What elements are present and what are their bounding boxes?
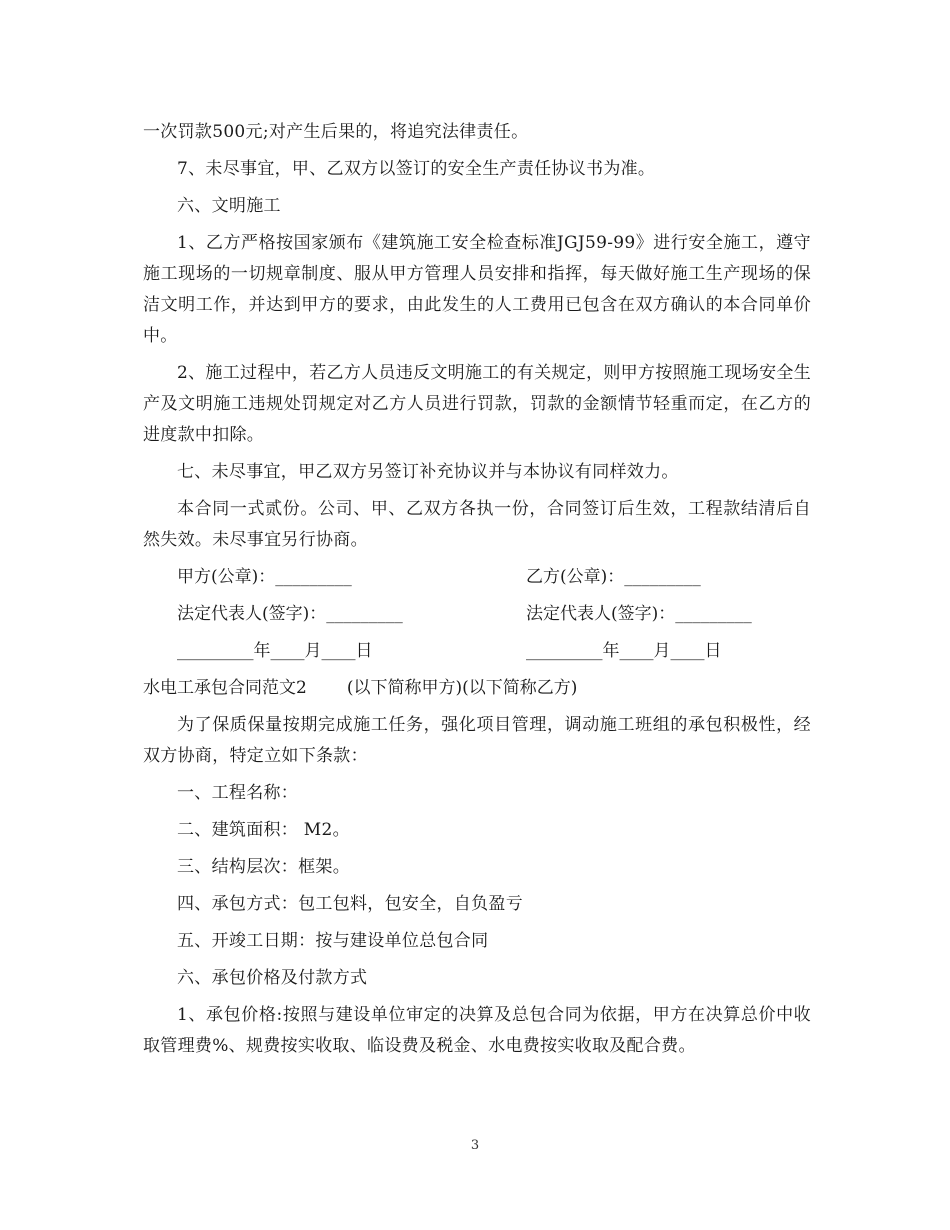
section-heading: 四、承包方式：包工包料，包安全，自负盈亏	[177, 894, 523, 914]
section-heading: 六、文明施工	[177, 196, 281, 216]
party-b-date: _________年____月____日	[526, 641, 722, 661]
party-a-seal: 甲方(公章)：_________	[177, 567, 352, 587]
section-heading: 六、承包价格及付款方式	[177, 968, 368, 988]
party-b-representative: 法定代表人(签字)：_________	[526, 604, 752, 624]
paragraph: 7、未尽事宜，甲、乙双方以签订的安全生产责任协议书为准。	[177, 159, 656, 179]
paragraph: 本合同一式贰份。公司、甲、乙双方各执一份，合同签订后生效，工程款结清后自然失效。未尽事宜另行协商。	[143, 499, 811, 550]
party-a-representative: 法定代表人(签字)：_________	[177, 604, 403, 624]
second-contract-title: 水电工承包合同范文2	[143, 678, 307, 698]
paragraph: 一次罚款500元;对产生后果的，将追究法律责任。	[143, 122, 529, 142]
section-heading: 二、建筑面积： M2。	[177, 820, 350, 840]
paragraph: 1、乙方严格按国家颁布《建筑施工安全检查标准JGJ59-99》进行安全施工，遵守施工现场的一切规章制度、服从甲方管理人员安排和指挥，每天做好施工生产现场的保洁文明工作，并达到甲方的要求，由此发生的人工费用已包含在双方确认的本合同单价中。	[143, 233, 811, 346]
second-contract-parties: (以下简称甲方)(以下简称乙方)	[346, 678, 578, 698]
second-contract-heading	[143, 673, 811, 704]
section-heading: 五、开竣工日期：按与建设单位总包合同	[177, 931, 489, 951]
section-heading: 一、工程名称：	[177, 783, 299, 803]
party-a-date: _________年____月____日	[177, 641, 373, 661]
page-content	[143, 117, 811, 1068]
paragraph: 2、施工过程中，若乙方人员违反文明施工的有关规定，则甲方按照施工现场安全生产及文明施工违规处罚规定对乙方人员进行罚款，罚款的金额情节轻重而定，在乙方的进度款中扣除。	[143, 363, 811, 445]
signature-seal-row	[143, 562, 811, 593]
paragraph: 1、承包价格:按照与建设单位审定的决算及总包合同为依据，甲方在决算总价中收取管理费%、规费按实收取、临设费及税金、水电费按实收取及配合费。	[143, 1005, 811, 1056]
signature-date-row	[143, 636, 811, 667]
party-b-seal: 乙方(公章)：_________	[526, 567, 701, 587]
section-heading: 七、未尽事宜，甲乙双方另签订补充协议并与本协议有同样效力。	[177, 462, 679, 482]
section-heading: 三、结构层次：框架。	[177, 857, 350, 877]
signature-rep-row	[143, 599, 811, 630]
paragraph: 为了保质保量按期完成施工任务，强化项目管理，调动施工班组的承包积极性，经双方协商，特定立如下条款：	[143, 715, 811, 766]
page-number: 3	[470, 1138, 480, 1153]
